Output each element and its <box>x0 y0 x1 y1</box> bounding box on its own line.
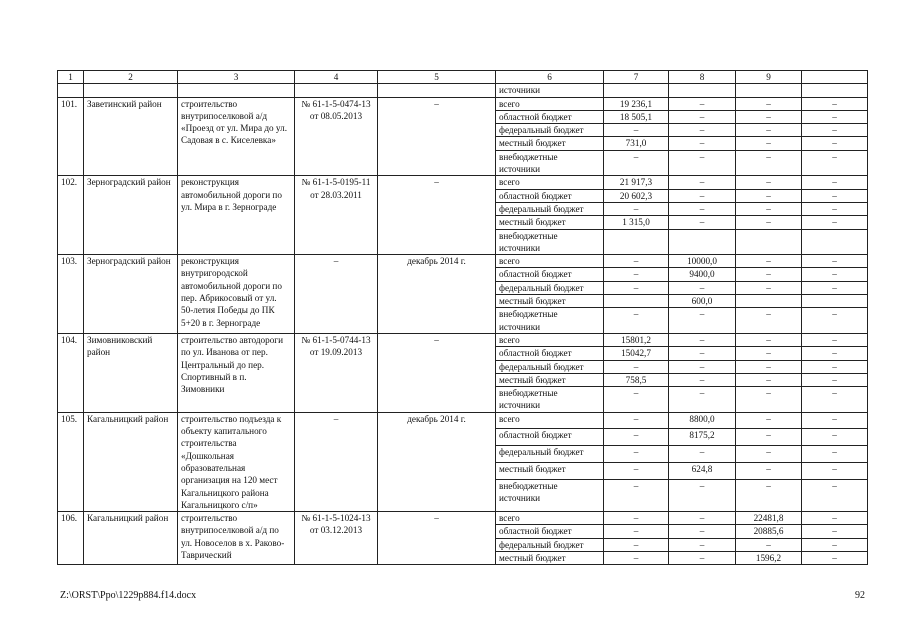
value-cell: – <box>669 281 736 294</box>
row-number: 106. <box>58 512 84 565</box>
table-cell <box>604 84 669 97</box>
value-cell: – <box>802 189 868 202</box>
header-cell: 7 <box>604 71 669 84</box>
value-cell <box>736 229 802 255</box>
value-cell: – <box>669 176 736 189</box>
value-cell: – <box>736 333 802 346</box>
value-cell: 18 505,1 <box>604 110 669 123</box>
value-cell: – <box>604 446 669 463</box>
value-cell: – <box>604 525 669 538</box>
value-cell: 19 236,1 <box>604 97 669 110</box>
document-cell: – <box>295 412 378 511</box>
value-cell: – <box>669 387 736 413</box>
value-cell: – <box>604 463 669 480</box>
source-label-cell: всего <box>496 412 604 429</box>
header-cell: 3 <box>178 71 295 84</box>
value-cell: – <box>604 538 669 551</box>
value-cell: – <box>604 150 669 176</box>
value-cell: – <box>736 387 802 413</box>
table-cell <box>58 84 84 97</box>
description-cell: строительство подъезда к объекту капитального строительства «Дошкольная образовательная организация на 120 мест Кагальницкого района Кагальницкого с/п» <box>178 412 295 511</box>
value-cell: – <box>669 216 736 229</box>
value-cell: 758,5 <box>604 373 669 386</box>
district-cell: Зерноградский район <box>84 255 178 334</box>
header-cell: 8 <box>669 71 736 84</box>
table-row <box>58 176 868 189</box>
table-row <box>58 97 868 110</box>
value-cell: – <box>802 347 868 360</box>
value-cell: – <box>736 538 802 551</box>
source-label-cell: областной бюджет <box>496 268 604 281</box>
footer-page-number: 92 <box>855 590 865 601</box>
value-cell: 15042,7 <box>604 347 669 360</box>
row-number: 103. <box>58 255 84 334</box>
source-label-cell: областной бюджет <box>496 525 604 538</box>
value-cell: – <box>736 137 802 150</box>
value-cell: 15801,2 <box>604 333 669 346</box>
table-cell <box>178 84 295 97</box>
district-cell: Зерноградский район <box>84 176 178 255</box>
value-cell: – <box>802 525 868 538</box>
value-cell: – <box>604 360 669 373</box>
source-label-cell: областной бюджет <box>496 347 604 360</box>
value-cell: – <box>669 446 736 463</box>
value-cell <box>736 295 802 308</box>
value-cell: – <box>802 551 868 564</box>
header-cell: 1 <box>58 71 84 84</box>
district-cell: Зимовниковский район <box>84 333 178 412</box>
value-cell: – <box>736 202 802 215</box>
value-cell: – <box>736 308 802 334</box>
value-cell: 9400,0 <box>669 268 736 281</box>
value-cell: – <box>736 268 802 281</box>
value-cell: – <box>669 538 736 551</box>
value-cell: – <box>802 268 868 281</box>
value-cell: – <box>604 429 669 446</box>
value-cell: – <box>669 150 736 176</box>
value-cell: – <box>802 387 868 413</box>
description-cell: строительство внутрипоселковой а/д «Проезд от ул. Мира до ул. Садовая в с. Киселевка» <box>178 97 295 176</box>
table-cell <box>802 84 868 97</box>
value-cell: – <box>669 360 736 373</box>
value-cell: – <box>736 463 802 480</box>
document-cell: № 61-1-5-0474-13 от 08.05.2013 <box>295 97 378 176</box>
date-cell: – <box>378 512 496 565</box>
date-cell: декабрь 2014 г. <box>378 255 496 334</box>
table-body <box>58 71 868 565</box>
value-cell: – <box>802 137 868 150</box>
value-cell: – <box>736 216 802 229</box>
value-cell: – <box>604 387 669 413</box>
source-label-cell: местный бюджет <box>496 463 604 480</box>
description-cell: строительство автодороги по ул. Иванова от пер. Центральный до пер. Спортивный в п. Зимовники <box>178 333 295 412</box>
value-cell: – <box>736 373 802 386</box>
header-cell: 4 <box>295 71 378 84</box>
value-cell: 8800,0 <box>669 412 736 429</box>
value-cell: 21 917,3 <box>604 176 669 189</box>
source-label-cell: областной бюджет <box>496 429 604 446</box>
value-cell: – <box>669 124 736 137</box>
table-cell <box>378 84 496 97</box>
value-cell: – <box>736 446 802 463</box>
value-cell: 8175,2 <box>669 429 736 446</box>
value-cell: – <box>669 333 736 346</box>
table-cell <box>84 84 178 97</box>
table-cell <box>669 84 736 97</box>
value-cell: – <box>604 308 669 334</box>
value-cell: – <box>802 373 868 386</box>
header-cell <box>802 71 868 84</box>
value-cell: – <box>802 308 868 334</box>
source-label-cell: источники <box>496 84 604 97</box>
table-row <box>58 333 868 346</box>
table-row <box>58 412 868 429</box>
source-label-cell: всего <box>496 333 604 346</box>
value-cell: – <box>802 479 868 511</box>
value-cell: – <box>604 202 669 215</box>
source-label-cell: всего <box>496 97 604 110</box>
value-cell: 20 602,3 <box>604 189 669 202</box>
source-label-cell: федеральный бюджет <box>496 281 604 294</box>
value-cell: – <box>736 189 802 202</box>
value-cell: 731,0 <box>604 137 669 150</box>
value-cell: – <box>669 551 736 564</box>
footer-file-path: Z:\ORST\Ppo\1229p884.f14.docx <box>60 590 197 601</box>
value-cell: – <box>669 97 736 110</box>
document-cell: № 61-1-5-0744-13 от 19.09.2013 <box>295 333 378 412</box>
value-cell: – <box>802 202 868 215</box>
value-cell <box>604 295 669 308</box>
value-cell: – <box>736 176 802 189</box>
source-label-cell: федеральный бюджет <box>496 446 604 463</box>
date-cell: – <box>378 333 496 412</box>
value-cell: – <box>669 110 736 123</box>
value-cell: – <box>802 281 868 294</box>
value-cell: – <box>604 255 669 268</box>
value-cell: 600,0 <box>669 295 736 308</box>
value-cell: – <box>802 429 868 446</box>
value-cell: – <box>604 412 669 429</box>
source-label-cell: областной бюджет <box>496 189 604 202</box>
district-cell: Кагальницкий район <box>84 512 178 565</box>
value-cell: – <box>736 150 802 176</box>
table-row <box>58 512 868 525</box>
description-cell: строительство внутрипоселковой а/д по ул. Новоселов в х. Раково-Таврический <box>178 512 295 565</box>
document-cell: № 61-1-5-1024-13 от 03.12.2013 <box>295 512 378 565</box>
row-number: 102. <box>58 176 84 255</box>
document-cell: – <box>295 255 378 334</box>
value-cell: – <box>604 551 669 564</box>
value-cell: – <box>736 97 802 110</box>
value-cell: – <box>736 255 802 268</box>
value-cell: – <box>736 360 802 373</box>
header-cell: 5 <box>378 71 496 84</box>
value-cell: 1 315,0 <box>604 216 669 229</box>
value-cell: – <box>736 110 802 123</box>
value-cell: – <box>604 268 669 281</box>
district-cell: Заветинский район <box>84 97 178 176</box>
value-cell <box>604 229 669 255</box>
row-number: 105. <box>58 412 84 511</box>
value-cell: – <box>802 463 868 480</box>
value-cell: – <box>736 281 802 294</box>
value-cell: – <box>669 373 736 386</box>
source-label-cell: внебюджетные источники <box>496 150 604 176</box>
value-cell: – <box>802 176 868 189</box>
value-cell: – <box>736 429 802 446</box>
header-cell: 2 <box>84 71 178 84</box>
value-cell: – <box>604 281 669 294</box>
value-cell: – <box>802 97 868 110</box>
document-cell: № 61-1-5-0195-11 от 28.03.2011 <box>295 176 378 255</box>
value-cell: – <box>736 479 802 511</box>
source-label-cell: областной бюджет <box>496 110 604 123</box>
description-cell: реконструкция автомобильной дороги по ул. Мира в г. Зернограде <box>178 176 295 255</box>
value-cell: – <box>802 216 868 229</box>
value-cell: 10000,0 <box>669 255 736 268</box>
source-label-cell: местный бюджет <box>496 295 604 308</box>
value-cell: – <box>669 202 736 215</box>
source-label-cell: всего <box>496 176 604 189</box>
value-cell: – <box>802 412 868 429</box>
value-cell: – <box>669 347 736 360</box>
value-cell: – <box>669 479 736 511</box>
header-cell: 9 <box>736 71 802 84</box>
value-cell: 624,8 <box>669 463 736 480</box>
value-cell: – <box>802 538 868 551</box>
source-label-cell: местный бюджет <box>496 551 604 564</box>
value-cell: – <box>604 512 669 525</box>
value-cell: – <box>802 124 868 137</box>
value-cell: – <box>669 137 736 150</box>
value-cell: – <box>604 124 669 137</box>
value-cell: – <box>736 412 802 429</box>
row-number: 104. <box>58 333 84 412</box>
source-label-cell: федеральный бюджет <box>496 202 604 215</box>
table-cell <box>736 84 802 97</box>
value-cell <box>802 229 868 255</box>
source-label-cell: федеральный бюджет <box>496 124 604 137</box>
value-cell: – <box>669 189 736 202</box>
source-label-cell: местный бюджет <box>496 216 604 229</box>
value-cell: 20885,6 <box>736 525 802 538</box>
source-label-cell: внебюджетные источники <box>496 308 604 334</box>
source-label-cell: федеральный бюджет <box>496 360 604 373</box>
value-cell: – <box>802 446 868 463</box>
column-number-header-row <box>58 71 868 84</box>
table-row <box>58 255 868 268</box>
value-cell: – <box>802 255 868 268</box>
district-cell: Кагальницкий район <box>84 412 178 511</box>
source-label-cell: местный бюджет <box>496 373 604 386</box>
value-cell: – <box>669 512 736 525</box>
value-cell: – <box>802 333 868 346</box>
description-cell: реконструкция внутригородской автомобильной дороги по пер. Абрикосовый от ул. 50-летия Победы до ПК 5+20 в г. Зернограде <box>178 255 295 334</box>
source-label-cell: внебюджетные источники <box>496 229 604 255</box>
table-cell <box>295 84 378 97</box>
value-cell: – <box>736 347 802 360</box>
value-cell: 22481,8 <box>736 512 802 525</box>
source-label-cell: всего <box>496 255 604 268</box>
header-cell: 6 <box>496 71 604 84</box>
value-cell: – <box>802 110 868 123</box>
value-cell: – <box>802 512 868 525</box>
value-cell <box>802 295 868 308</box>
value-cell <box>669 229 736 255</box>
source-label-cell: внебюджетные источники <box>496 479 604 511</box>
source-label-cell: федеральный бюджет <box>496 538 604 551</box>
value-cell: – <box>669 308 736 334</box>
value-cell: – <box>604 479 669 511</box>
value-cell: – <box>802 150 868 176</box>
source-label-cell: всего <box>496 512 604 525</box>
source-label-cell: местный бюджет <box>496 137 604 150</box>
value-cell: – <box>802 360 868 373</box>
value-cell: – <box>669 525 736 538</box>
value-cell: 1596,2 <box>736 551 802 564</box>
date-cell: декабрь 2014 г. <box>378 412 496 511</box>
continuation-row <box>58 84 868 97</box>
source-label-cell: внебюджетные источники <box>496 387 604 413</box>
value-cell: – <box>736 124 802 137</box>
row-number: 101. <box>58 97 84 176</box>
date-cell: – <box>378 97 496 176</box>
data-table <box>57 70 868 565</box>
date-cell: – <box>378 176 496 255</box>
